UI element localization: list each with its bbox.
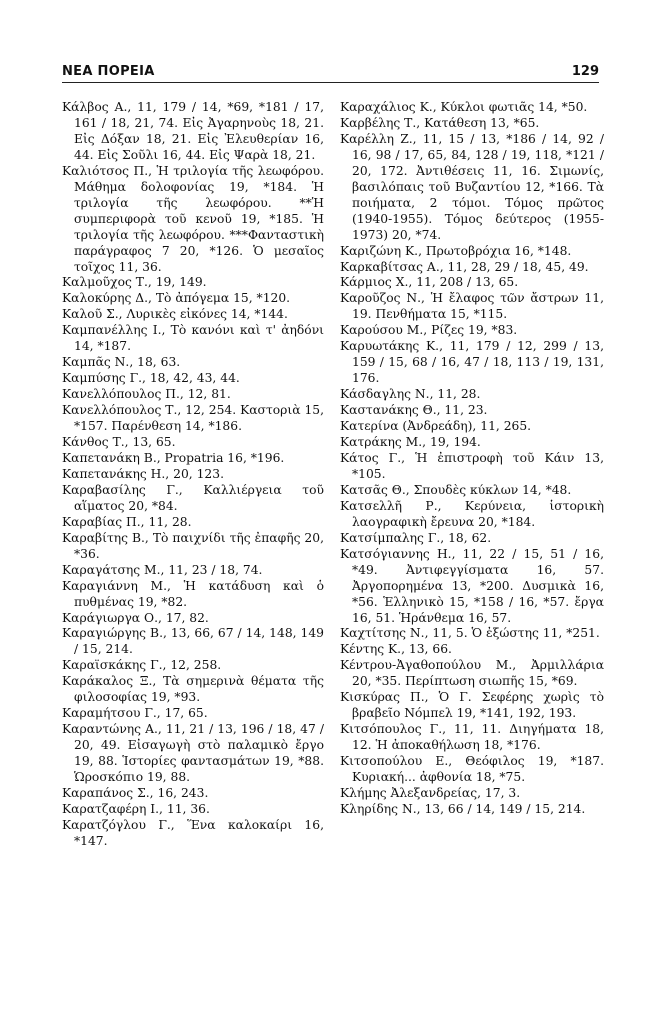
index-entry: Κάσδαγλης Ν., 11, 28. bbox=[340, 387, 481, 402]
index-entry: Καραμήτσου Γ., 17, 65. bbox=[62, 706, 208, 721]
index-entry: Καραπάνος Σ., 16, 243. bbox=[62, 785, 209, 800]
index-entry: Καραβίτης Β., Τὸ παιχνίδι τῆς ἐπαφῆς 20, *36. bbox=[62, 530, 324, 561]
index-entry: Καραχάλιος Κ., Κύκλοι φωτιᾶς 14, *50. bbox=[340, 100, 588, 114]
index-entry: Καροῦζος Ν., Ἡ ἔλαφος τῶν ἄστρων 11, 19. Πενθήματα 15, *115. bbox=[340, 291, 604, 322]
journal-title: ΝΕΑ ΠΟΡΕΙΑ bbox=[62, 64, 155, 79]
page-number: 129 bbox=[571, 64, 599, 79]
index-entry: Καρβέλης Τ., Κατάθεση 13, *65. bbox=[340, 115, 540, 130]
index-entry: Καρέλλη Ζ., 11, 15 / 13, *186 / 14, 92 / 16, 98 / 17, 65, 84, 128 / 19, 118, *121 / 20, 172. Ἀντιθέσεις 11, 16. Σιμωνίς, βασιλόπαις τοῦ Βυζαντίου 12, *166. Τὰ ποιήματα, 2 τόμοι. Τόμος πρῶτος (1940-1955). Τόμος δεύτερος (1955-1973) 20, *74. bbox=[340, 131, 604, 242]
index-entry: Καρούσου Μ., Ρίζες 19, *83. bbox=[340, 323, 518, 338]
index-entry: Καραϊσκάκης Γ., 12, 258. bbox=[62, 658, 222, 673]
index-entry: Καραβασίλης Γ., Καλλιέργεια τοῦ αἵματος 20, *84. bbox=[62, 482, 324, 513]
index-entry: Κλήμης Ἀλεξανδρείας, 17, 3. bbox=[340, 785, 521, 800]
index-entry: Καρκαβίτσας Α., 11, 28, 29 / 18, 45, 49. bbox=[340, 259, 589, 274]
index-entry: Καριζώνη Κ., Πρωτοβρόχια 16, *148. bbox=[340, 243, 572, 258]
index-entry: Κιτσοπούλου Ε., Θεόφιλος 19, *187. Κυριακή... ἀφθονία 18, *75. bbox=[340, 754, 604, 785]
index-entry: Κατσόγιαννης Η., 11, 22 / 15, 51 / 16, *49. Ἀντιφεγγίσματα 16, 57. Ἀργοπορημένα 13, *200. Δυσμικὰ 16, *56. Ἑλληνικὸ 15, *158 / 16, *57. ἔργα 16, 51. Ἡράνθεμα 16, 57. bbox=[340, 546, 604, 625]
index-entry: Κανελλόπουλος Τ., 12, 254. Καστοριὰ 15, *157. Παρένθεση 14, *186. bbox=[62, 403, 324, 434]
index-entry: Καστανάκης Θ., 11, 23. bbox=[340, 403, 488, 418]
index-entry: Καλιότσος Π., Ἡ τριλογία τῆς λεωφόρου. Μάθημα δολοφονίας 19, *184. Ἡ τριλογία τῆς λεωφόρου. **Ἡ συμπεριφορὰ τοῦ κενοῦ 19, *185. Ἡ τριλογία τῆς λεωφόρου. ***Φανταστικὴ παράγραφος 7 20, *126. Ὁ μεσαῖος τοῖχος 11, 36. bbox=[62, 163, 324, 274]
index-entry: Καμπᾶς Ν., 18, 63. bbox=[62, 355, 181, 370]
index-entry: Κανελλόπουλος Π., 12, 81. bbox=[62, 387, 231, 402]
index-column-right bbox=[340, 100, 604, 818]
index-entry: Καράγιωργα Ο., 17, 82. bbox=[62, 610, 209, 625]
index-entry: Καλοκύρης Δ., Τὸ ἀπόγεμα 15, *120. bbox=[62, 291, 291, 306]
index-entry: Καρυωτάκης Κ., 11, 179 / 12, 299 / 13, 159 / 15, 68 / 16, 47 / 18, 113 / 19, 131, 176. bbox=[340, 339, 604, 386]
index-entry: Καραντώνης Α., 11, 21 / 13, 196 / 18, 47 / 20, 49. Εἰσαγωγὴ στὸ παλαμικὸ ἔργο 19, 88. Ἱστορίες φαντασμάτων 19, *88. Ὡροσκόπιο 19, 88. bbox=[62, 722, 324, 785]
index-entry: Καρατζαφέρη Ι., 11, 36. bbox=[62, 801, 210, 816]
page-header bbox=[62, 60, 599, 83]
index-entry: Καπετανάκης Η., 20, 123. bbox=[62, 466, 224, 481]
index-entry: Κατσίμπαλης Γ., 18, 62. bbox=[340, 530, 492, 545]
index-entry: Καλοῦ Σ., Λυρικὲς εἰκόνες 14, *144. bbox=[62, 307, 288, 322]
index-entry: Κέντης Κ., 13, 66. bbox=[340, 642, 452, 657]
index-entry: Κληρίδης Ν., 13, 66 / 14, 149 / 15, 214. bbox=[340, 801, 586, 816]
index-entry: Καμπύσης Γ., 18, 42, 43, 44. bbox=[62, 371, 240, 386]
index-column-left bbox=[62, 100, 324, 850]
index-entry: Κάτος Γ., Ἡ ἐπιστροφὴ τοῦ Κάιν 13, *105. bbox=[340, 450, 604, 481]
index-entry: Καραγάτσης Μ., 11, 23 / 18, 74. bbox=[62, 562, 263, 577]
index-entry: Καμπανέλλης Ι., Τὸ κανόνι καὶ τ' ἀηδόνι 14, *187. bbox=[62, 323, 324, 354]
index-entry: Κατσελλῆ Ρ., Κερύνεια, ἱστορικὴ λαογραφικὴ ἔρευνα 20, *184. bbox=[340, 498, 604, 529]
index-entry: Κέντρου-Ἀγαθοπούλου Μ., Ἀρμιλλάρια 20, *35. Περίπτωση σιωπῆς 15, *69. bbox=[340, 658, 604, 689]
index-entry: Καράκαλος Ξ., Τὰ σημερινὰ θέματα τῆς φιλοσοφίας 19, *93. bbox=[62, 674, 324, 705]
index-entry: Καρατζόγλου Γ., Ἕνα καλοκαίρι 16, *147. bbox=[62, 817, 324, 848]
index-entry: Κατσᾶς Θ., Σπουδὲς κύκλων 14, *48. bbox=[340, 482, 572, 497]
index-entry: Καπετανάκη Β., Propatria 16, *196. bbox=[62, 450, 285, 465]
index-entry: Κάλβος Α., 11, 179 / 14, *69, *181 / 17, 161 / 18, 21, 74. Εἰς Ἀγαρηνοὺς 18, 21. Εἰς Δόξαν 18, 21. Εἰς Ἐλευθερίαν 16, 44. Εἰς Σοῦλι 16, 44. Εἰς Ψαρὰ 18, 21. bbox=[62, 100, 324, 162]
index-entry: Κατράκης Μ., 19, 194. bbox=[340, 435, 481, 450]
index-entry: Κιτσόπουλος Γ., 11, 11. Διηγήματα 18, 12. Ἡ ἀποκαθήλωση 18, *176. bbox=[340, 722, 604, 753]
index-entry: Καραβίας Π., 11, 28. bbox=[62, 514, 192, 529]
index-entry: Καραγιώργης Β., 13, 66, 67 / 14, 148, 149 / 15, 214. bbox=[62, 626, 324, 657]
index-entry: Κάνθος Τ., 13, 65. bbox=[62, 435, 176, 450]
index-entry: Καραγιάννη Μ., Ἡ κατάδυση καὶ ὁ πυθμένας 19, *82. bbox=[62, 578, 324, 609]
index-entry: Κισκύρας Π., Ὁ Γ. Σεφέρης χωρὶς τὸ βραβεῖο Νόμπελ 19, *141, 192, 193. bbox=[340, 690, 604, 721]
index-entry: Καλμοῦχος Τ., 19, 149. bbox=[62, 275, 207, 290]
index-entry: Κάρμιος Χ., 11, 208 / 13, 65. bbox=[340, 275, 519, 290]
index-entry: Κατερίνα (Ἀνδρεάδη), 11, 265. bbox=[340, 419, 532, 434]
index-entry: Καχτίτσης Ν., 11, 5. Ὁ ἐξώστης 11, *251. bbox=[340, 626, 600, 641]
